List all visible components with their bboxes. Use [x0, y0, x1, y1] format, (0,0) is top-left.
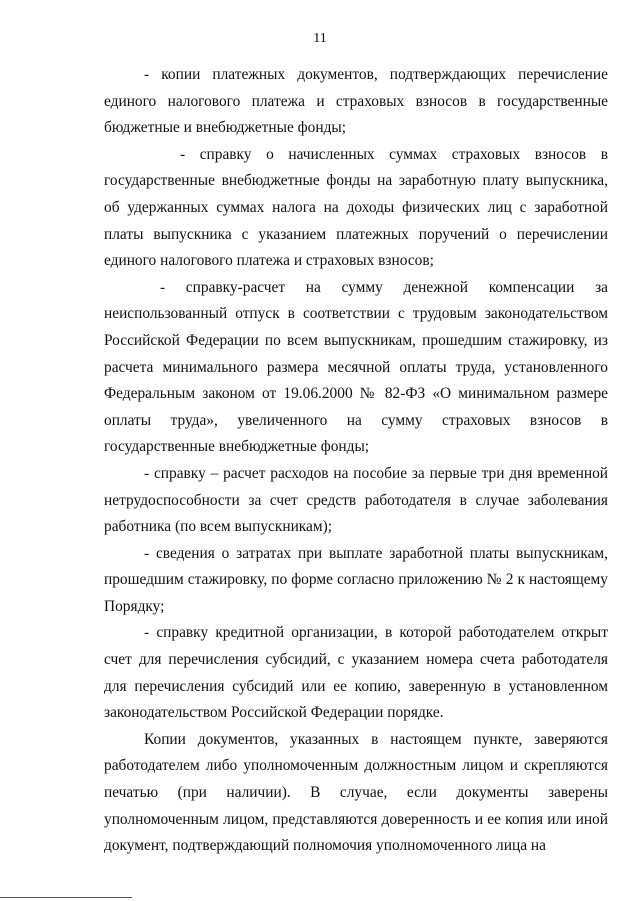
document-body [104, 62, 608, 860]
list-item-insurance-certificate: - справку о начисленных суммах страховых взносов в государственные внебюджетные фонды на заработную плату выпускника, об удержанных суммах налога на доходы физических лиц с заработной платы выпускника с указанием платежных поручений о перечислении единого налогового платежа и страховых взносов; [104, 145, 608, 270]
list-item-salary-expenses: - сведения о затратах при выплате заработной платы выпускникам, прошедшим стажировку, по форме согласно приложению № 2 к настоящему Порядку; [104, 544, 608, 615]
page-number: 11 [313, 31, 327, 46]
paragraph-document-certification: Копии документов, указанных в настоящем пункте, заверяются работодателем либо уполномоченным должностным лицом и скрепляются печатью (при наличии). В случае, если документы заверены уполномоченным лицом, представляются доверенность и ее копия или иной документ, подтверждающий полномочия уполномоченного лица на [104, 730, 608, 855]
list-item-payment-documents: - копии платежных документов, подтверждающих перечисление единого налогового платежа и страховых взносов в государственные бюджетные и внебюджетные фонды; [104, 66, 608, 137]
list-item-vacation-compensation: - справку-расчет на сумму денежной компенсации за неиспользованный отпуск в соответствии с трудовым законодательством Российской Федерации по всем выпускникам, прошедшим стажировку, из расчета минимального размера месячной оплаты труда, установленного Федеральным законом от 19.06.2000 № 82-ФЗ «О минимальном размере оплаты труда», увеличенного на сумму страховых взносов в государственные внебюджетные фонды; [104, 278, 608, 456]
footnote-divider [0, 897, 132, 898]
list-item-sick-leave-calculation: - справку – расчет расходов на пособие за первые три дня временной нетрудоспособности за счет средств работодателя в случае заболевания работника (по всем выпускникам); [104, 464, 608, 536]
list-item-bank-certificate: - справку кредитной организации, в которой работодателем открыт счет для перечисления субсидий, с указанием номера счета работодателя для перечисления субсидий или ее копию, заверенную в установленном законодательством Российской Федерации порядке. [104, 624, 608, 722]
